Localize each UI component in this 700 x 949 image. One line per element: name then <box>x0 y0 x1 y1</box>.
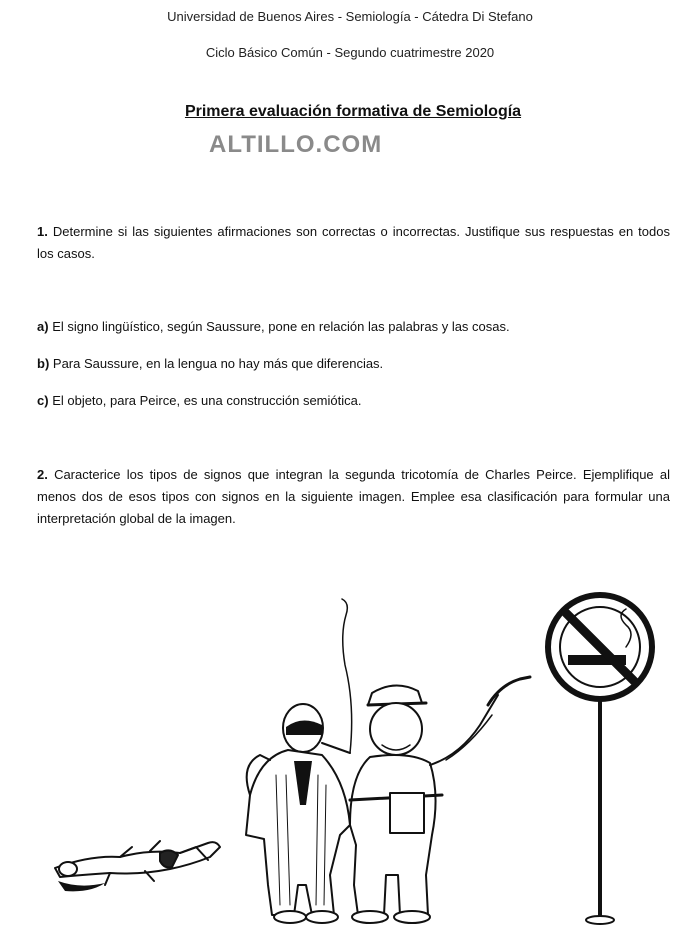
question-1 <box>37 221 670 265</box>
header-course: Ciclo Básico Común - Segundo cuatrimestre 2020 <box>205 45 495 60</box>
cartoon-illustration <box>50 585 680 940</box>
no-smoking-sign <box>548 595 652 924</box>
question-1-item-b <box>37 353 670 375</box>
gangster-figure <box>246 599 352 923</box>
item-b-text: Para Saussure, en la lengua no hay más que diferencias. <box>52 356 384 371</box>
police-officer-figure <box>350 677 530 923</box>
question-2-number: 2. <box>37 467 48 482</box>
fallen-body-figure <box>55 841 220 891</box>
item-c-text: El objeto, para Peirce, es una construcción semiótica. <box>52 393 362 408</box>
watermark-logo: ALTILLO.COM <box>209 131 383 158</box>
question-1-item-c <box>37 390 670 412</box>
item-c-letter: c) <box>37 393 49 408</box>
question-1-text: Determine si las siguientes afirmaciones son correctas o incorrectas. Justifique sus respuestas en todos los casos. <box>37 224 670 261</box>
page-title: Primera evaluación formativa de Semiología <box>184 103 522 120</box>
item-a-text: El signo lingüístico, según Saussure, pone en relación las palabras y las cosas. <box>52 319 510 334</box>
question-1-item-a <box>37 316 670 338</box>
question-2 <box>37 464 670 530</box>
header-university: Universidad de Buenos Aires - Semiología - Cátedra Di Stefano <box>167 9 533 24</box>
question-1-number: 1. <box>37 224 48 239</box>
item-a-letter: a) <box>37 319 49 334</box>
item-b-letter: b) <box>37 356 50 371</box>
question-2-text: Caracterice los tipos de signos que integran la segunda tricotomía de Charles Peirce. Ejemplifique al menos dos de esos tipos con signos en la siguiente imagen. Emplee esa clasificación para formular una interpretación global de la imagen. <box>37 467 670 526</box>
